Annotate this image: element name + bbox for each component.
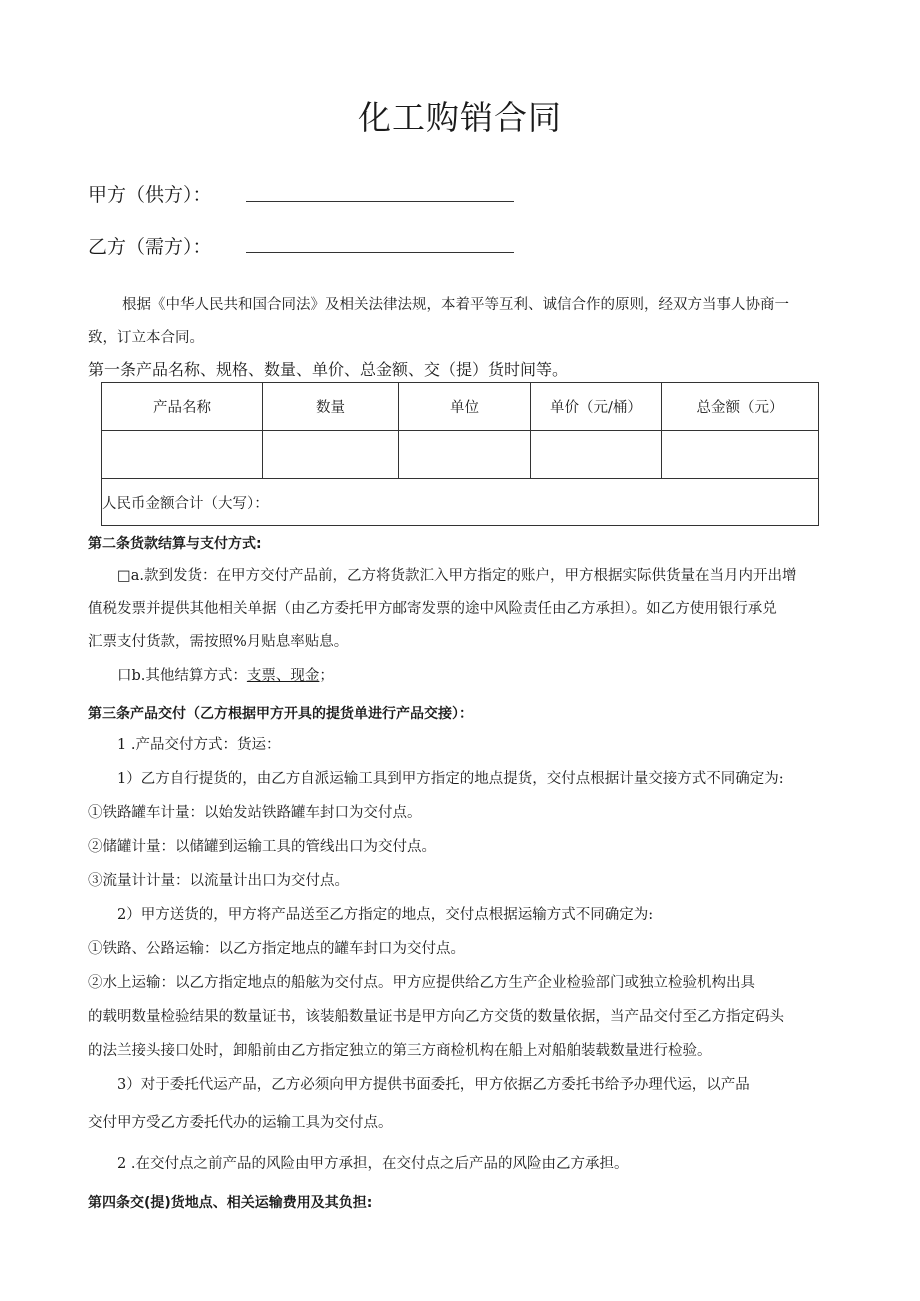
total-amount-label: 人民币金额合计（大写）： <box>102 479 819 526</box>
header-product-name: 产品名称 <box>102 383 263 431</box>
intro-line-2: 致，订立本合同。 <box>88 330 204 346</box>
cell-total-amount[interactable] <box>662 431 819 479</box>
article3-c3: ③流量计计量：以流量计出口为交付点。 <box>88 873 349 889</box>
header-unit: 单位 <box>399 383 531 431</box>
article2-b-prefix: 口b.其他结算方式： <box>117 668 247 684</box>
article3-sub-1: 1）乙方自行提货的，由乙方自派运输工具到甲方指定的地点提货，交付点根据计量交接方式不同确定为: <box>117 771 784 787</box>
article3-item-1: 1 .产品交付方式：货运： <box>117 737 281 753</box>
intro-line-1: 根据《中华人民共和国合同法》及相关法律法规，本着平等互利、诚信合作的原则，经双方当事人协商一 <box>122 297 789 313</box>
cell-product-name[interactable] <box>102 431 263 479</box>
header-unit-price: 单价（元/桶） <box>531 383 662 431</box>
article3-sub-3-line-2: 交付甲方受乙方委托代办的运输工具为交付点。 <box>88 1115 393 1131</box>
buyer-blank-line[interactable] <box>246 252 514 253</box>
seller-label: 甲方（供方）： <box>88 184 212 206</box>
article3-d2-line-1: ②水上运输：以乙方指定地点的船舷为交付点。甲方应提供给乙方生产企业检验部门或独立检验机构出具 <box>88 975 755 991</box>
article1-heading: 第一条产品名称、规格、数量、单价、总金额、交（提）货时间等。 <box>88 360 569 379</box>
article2-b-suffix: ； <box>319 668 334 684</box>
article3-item-2: 2 .在交付点之前产品的风险由甲方承担，在交付点之后产品的风险由乙方承担。 <box>117 1156 629 1172</box>
article3-d1: ①铁路、公路运输：以乙方指定地点的罐车封口为交付点。 <box>88 941 465 957</box>
article3-sub-2: 2）甲方送货的，甲方将产品送至乙方指定的地点，交付点根据运输方式不同确定为: <box>117 907 654 923</box>
table-header-row <box>102 383 819 431</box>
page-title: 化工购销合同 <box>358 98 562 137</box>
article2-a-line-1: □a.款到发货：在甲方交付产品前，乙方将货款汇入甲方指定的账户，甲方根据实际供货量在当月内开出增 <box>117 568 797 584</box>
article2-a-line-2: 值税发票并提供其他相关单据（由乙方委托甲方邮寄发票的途中风险责任由乙方承担）。如乙方使用银行承兑 <box>88 601 777 617</box>
cell-unit[interactable] <box>399 431 531 479</box>
article3-heading: 第三条产品交付（乙方根据甲方开具的提货单进行产品交接）： <box>88 706 473 722</box>
header-total-amount: 总金额（元） <box>662 383 819 431</box>
buyer-label: 乙方（需方）： <box>88 236 212 258</box>
article3-d2-line-3: 的法兰接头接口处时，卸船前由乙方指定独立的第三方商检机构在船上对船舶装载数量进行检验。 <box>88 1043 712 1059</box>
cell-quantity[interactable] <box>263 431 399 479</box>
article2-b-line <box>117 667 334 686</box>
article3-c2: ②储罐计量：以储罐到运输工具的管线出口为交付点。 <box>88 839 436 855</box>
article2-heading: 第二条货款结算与支付方式: <box>88 536 262 552</box>
header-quantity: 数量 <box>263 383 399 431</box>
table-row <box>102 431 819 479</box>
article3-sub-3-line-1: 3）对于委托代运产品，乙方必须向甲方提供书面委托，甲方依据乙方委托书给予办理代运，以产品 <box>117 1077 750 1093</box>
article3-d2-line-2: 的载明数量检验结果的数量证书，该装船数量证书是甲方向乙方交货的数量依据，当产品交付至乙方指定码头 <box>88 1009 784 1025</box>
seller-blank-line[interactable] <box>246 201 514 202</box>
article3-c1: ①铁路罐车计量：以始发站铁路罐车封口为交付点。 <box>88 805 422 821</box>
article2-b-value: 支票、现金 <box>246 668 320 684</box>
table-total-row <box>102 479 819 526</box>
article4-heading: 第四条交(提)货地点、相关运输费用及其负担: <box>88 1195 373 1211</box>
article2-a-line-3: 汇票支付货款，需按照%月贴息率贴息。 <box>88 634 349 650</box>
cell-unit-price[interactable] <box>531 431 662 479</box>
product-table <box>101 382 819 526</box>
